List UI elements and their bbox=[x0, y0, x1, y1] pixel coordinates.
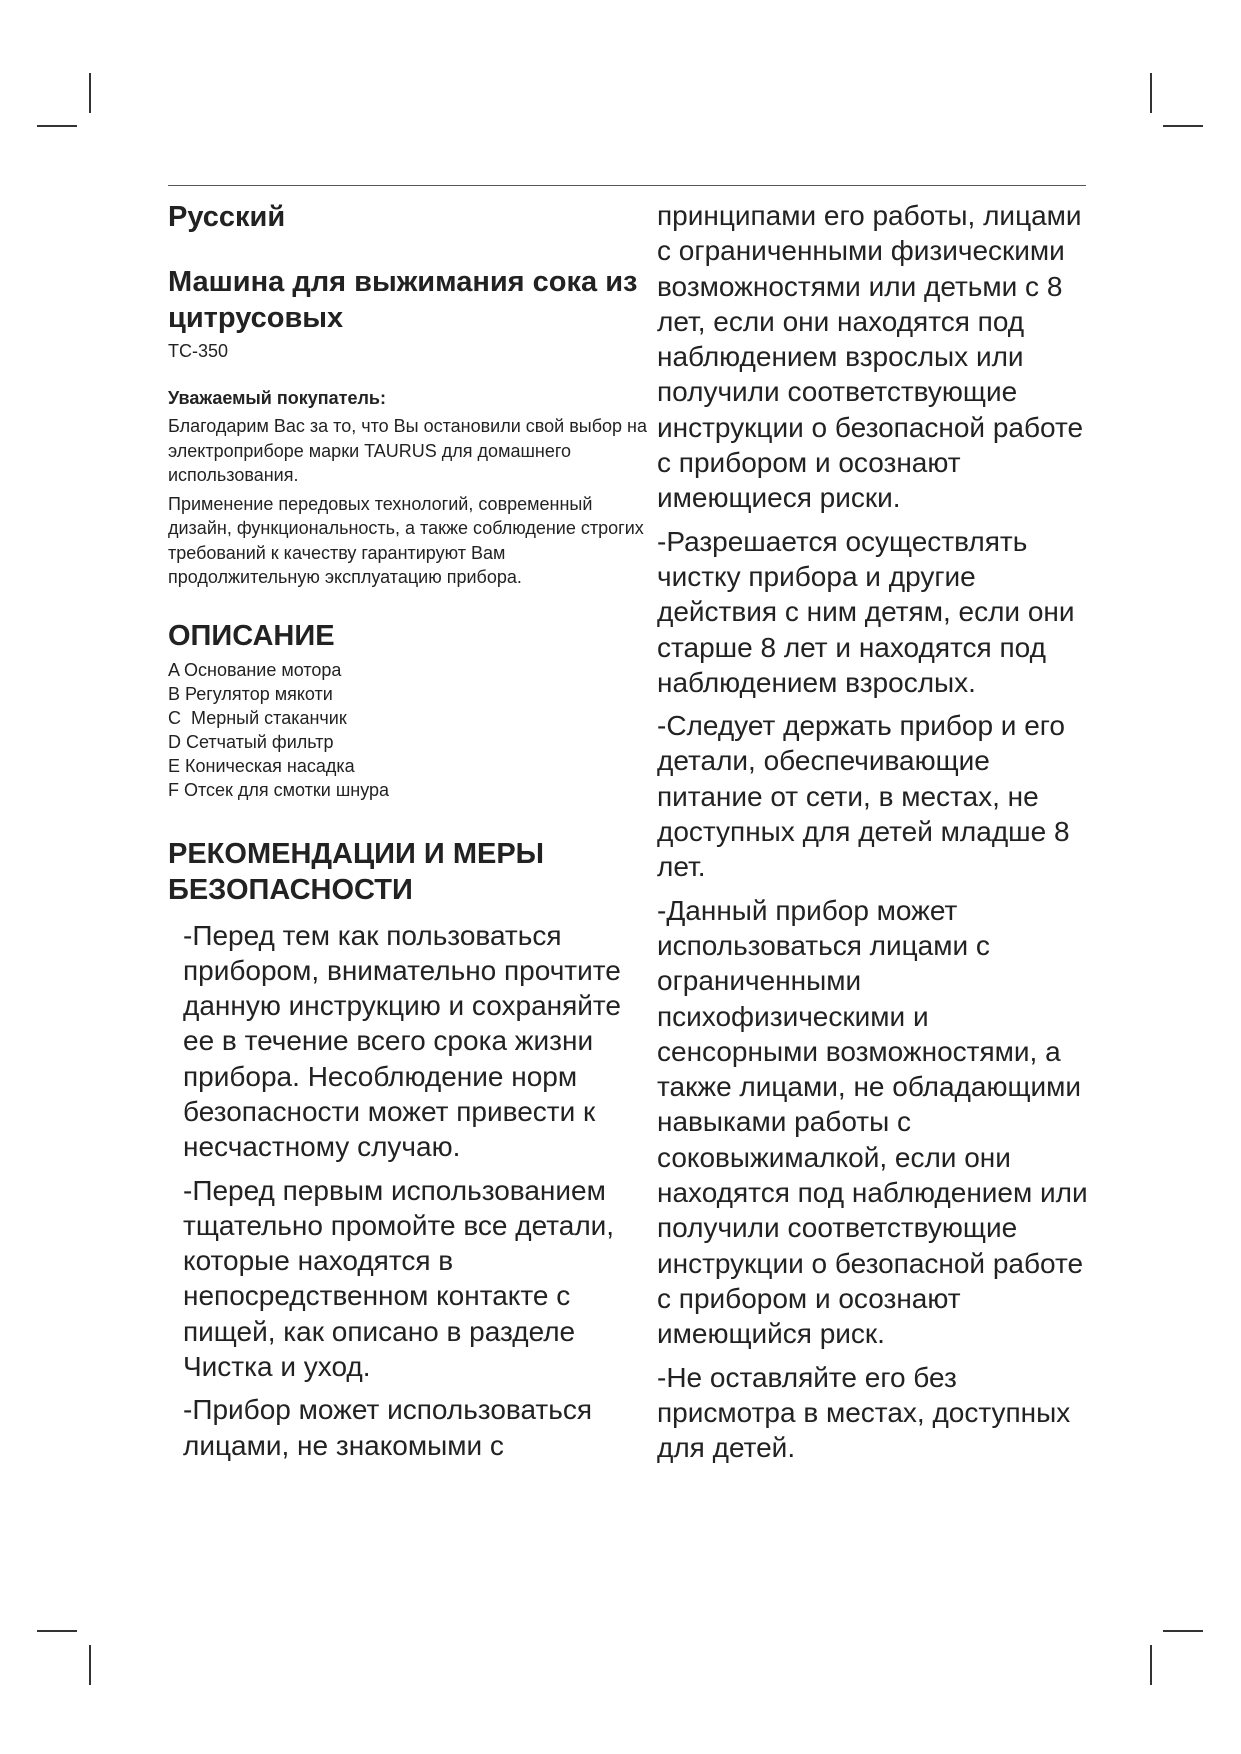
safety-item: -Перед тем как пользоваться прибором, внимательно прочтите данную инструкцию и сохраняйте ее в течение всего срока жизни прибора. Несоблюдение норм безопасности может привести к несчастному случаю. bbox=[183, 919, 621, 1163]
safety-item-continued: принципами его работы, лицами с ограниченными физическими возможностями или детьми с 8 лет, если они находятся под наблюдением взрослых или получили соответствующие инструкции о безопасной работе с прибором и осознают имеющиеся риски. bbox=[657, 200, 1084, 514]
part-item: C Мерный стаканчик bbox=[168, 707, 347, 728]
safety-item: -Разрешается осуществлять чистку прибора и другие действия с ним детям, если они старше 8 лет и находятся под наблюдением взрослых. bbox=[657, 525, 1075, 698]
part-item: F Отсек для смотки шнура bbox=[168, 779, 390, 800]
model-number: TC-350 bbox=[168, 341, 229, 361]
part-item: E Коническая насадка bbox=[168, 755, 355, 776]
safety-list-left bbox=[168, 918, 648, 1463]
crop-mark-bottom-right-vertical bbox=[1150, 1645, 1152, 1685]
parts-list bbox=[168, 658, 648, 802]
safety-item: -Данный прибор может использоваться лицами с ограниченными психофизическими и сенсорными возможностями, а также лицами, не обладающими навыками работы с соковыжималкой, если они находятся под наблюдением или получили соответствующие инструкции о безопасной работе с прибором и осознают имеющийся риск. bbox=[657, 894, 1088, 1350]
part-item: A Основание мотора bbox=[168, 659, 342, 680]
safety-item: -Не оставляйте его без присмотра в местах, доступных для детей. bbox=[657, 1361, 1071, 1464]
greeting: Уважаемый покупатель: bbox=[168, 388, 386, 408]
right-column bbox=[657, 198, 1097, 1473]
safety-item: -Перед первым использованием тщательно промойте все детали, которые находятся в непосредственном контакте с пищей, как описано в разделе Чистка и уход. bbox=[183, 1174, 615, 1383]
crop-mark-top-right-vertical bbox=[1150, 73, 1152, 113]
intro-paragraph-2: Применение передовых технологий, современный дизайн, функциональность, а также соблюдение строгих требований к качеству гарантируют Вам продолжительную эксплуатацию прибора. bbox=[168, 493, 644, 587]
description-title: ОПИСАНИЕ bbox=[168, 619, 335, 652]
language-label: Русский bbox=[168, 201, 286, 233]
safety-item: -Следует держать прибор и его детали, обеспечивающие питание от сети, в местах, не доступных для детей младше 8 лет. bbox=[657, 710, 1070, 883]
left-column bbox=[168, 198, 648, 1471]
crop-mark-bottom-left-horizontal bbox=[37, 1630, 77, 1632]
header-rule bbox=[168, 185, 1086, 186]
safety-title: РЕКОМЕНДАЦИИ И МЕРЫ БЕЗОПАСНОСТИ bbox=[168, 837, 545, 906]
crop-mark-bottom-left-vertical bbox=[89, 1645, 91, 1685]
crop-mark-top-left-vertical bbox=[89, 73, 91, 113]
intro-paragraph-1: Благодарим Вас за то, что Вы остановили свой выбор на электроприборе марки TAURUS для домашнего использования. bbox=[168, 416, 647, 485]
crop-mark-top-right-horizontal bbox=[1163, 125, 1203, 127]
crop-mark-top-left-horizontal bbox=[37, 125, 77, 127]
product-title: Машина для выжимания сока из цитрусовых bbox=[168, 266, 638, 334]
safety-item: -Прибор может использоваться лицами, не знакомыми с bbox=[183, 1394, 592, 1461]
part-item: D Сетчатый фильтр bbox=[168, 731, 334, 752]
crop-mark-bottom-right-horizontal bbox=[1163, 1630, 1203, 1632]
part-item: B Регулятор мякоти bbox=[168, 683, 333, 704]
